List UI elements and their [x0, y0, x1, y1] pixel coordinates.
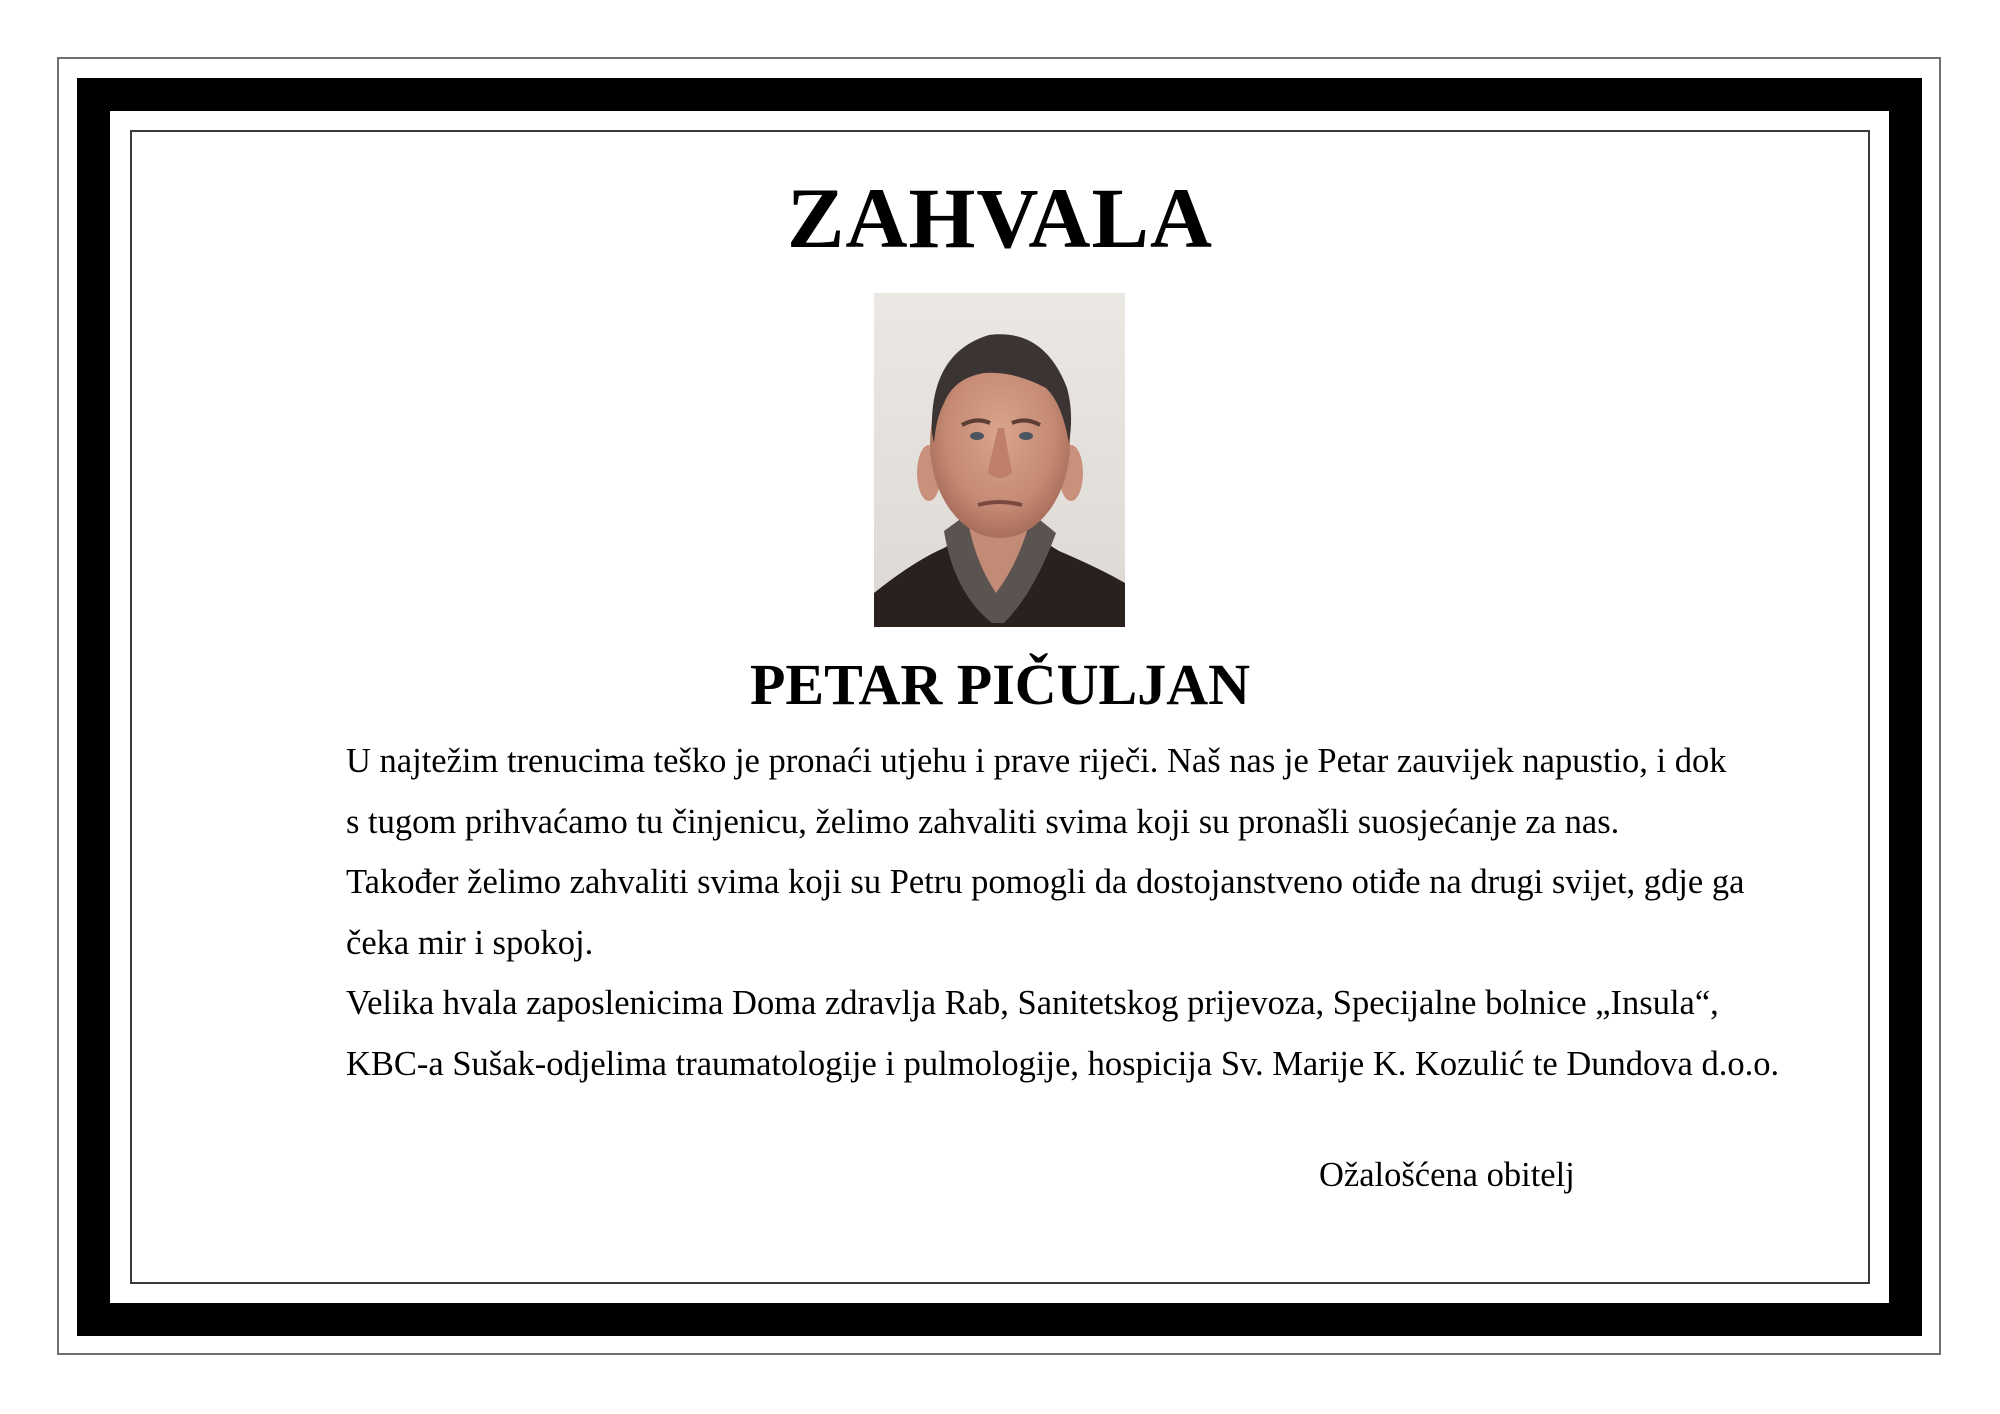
message-line: Također želimo zahvaliti svima koji su Petru pomogli da dostojanstveno otiđe na drugi svijet, gdje ga [346, 863, 1745, 901]
deceased-name: PETAR PIČULJAN [750, 652, 1250, 717]
family-signature: Ožalošćena obitelj [1319, 1156, 1575, 1194]
message-line: KBC-a Sušak-odjelima traumatologije i pulmologije, hospicija Sv. Marije K. Kozulić te Dundova d.o.o. [346, 1044, 1780, 1083]
thank-you-message [346, 738, 1780, 1101]
portrait-image [874, 293, 1125, 627]
page-title: ZAHVALA [787, 170, 1213, 266]
message-line: U najtežim trenucima teško je pronaći utjehu i prave riječi. Naš nas je Petar zauvijek napustio, i dok [346, 742, 1727, 780]
message-line: čeka mir i spokoj. [346, 923, 594, 962]
message-line: Velika hvala zaposlenicima Doma zdravlja Rab, Sanitetskog prijevoza, Specijalne bolnice „Insula“, [346, 984, 1719, 1022]
portrait-photo [874, 293, 1125, 627]
message-line: s tugom prihvaćamo tu činjenicu, želimo zahvaliti svima koji su pronašli suosjećanje za nas. [346, 802, 1620, 841]
